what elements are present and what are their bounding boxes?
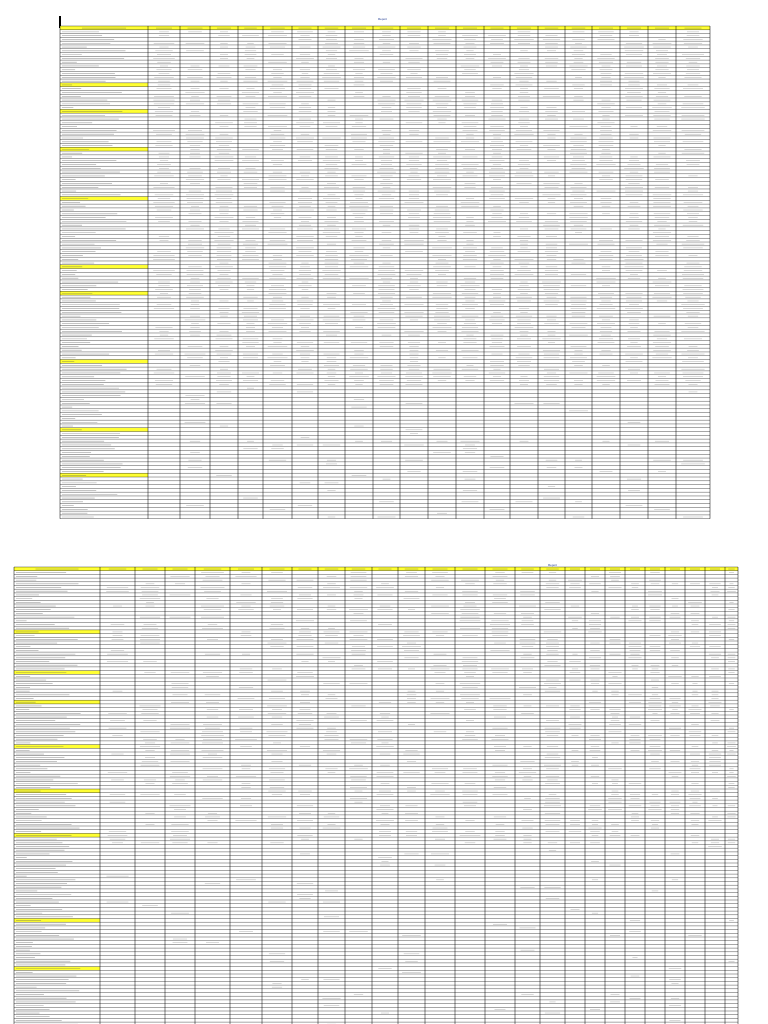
section-header: [60, 83, 148, 87]
sheet-grid: [0, 555, 768, 1024]
sheet-title: Report: [378, 17, 388, 21]
sheet-title: Report: [548, 563, 558, 567]
sheet-page-2: [0, 555, 768, 1024]
